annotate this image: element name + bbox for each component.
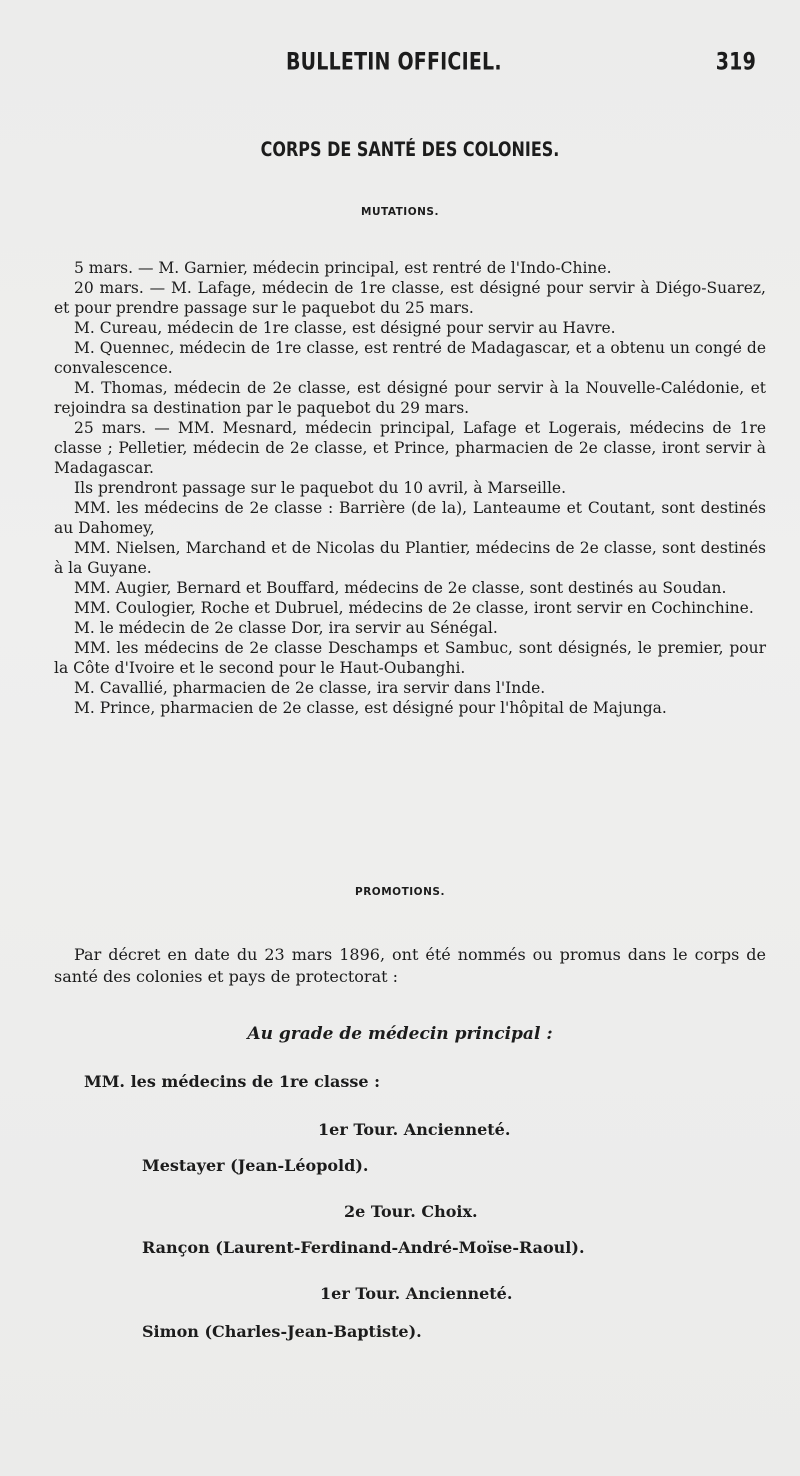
tour-label: 1er Tour. Ancienneté. bbox=[320, 1284, 513, 1303]
mutation-paragraph: MM. Coulogier, Roche et Dubruel, médecins de 2e classe, iront servir en Cochinchine. bbox=[74, 599, 754, 617]
running-header bbox=[0, 48, 800, 78]
group-label: MM. les médecins de 1re classe : bbox=[84, 1072, 381, 1091]
page-number: 319 bbox=[715, 48, 756, 76]
mutation-paragraph: 25 mars. — MM. Mesnard, médecin principal, Lafage et Logerais, médecins de 1re classe ; Pelletier, médecin de 2e classe, et Prince, pharmacien de 2e classe, iront servir à Madagascar. bbox=[54, 419, 766, 477]
bulletin-title: BULLETIN OFFICIEL. bbox=[286, 48, 502, 76]
promoted-name: Rançon (Laurent-Ferdinand-André-Moïse-Raoul). bbox=[142, 1238, 585, 1257]
mutation-paragraph: M. Prince, pharmacien de 2e classe, est désigné pour l'hôpital de Majunga. bbox=[74, 699, 667, 717]
mutation-paragraph: M. Thomas, médecin de 2e classe, est désigné pour servir à la Nouvelle-Calédonie, et rejoindra sa destination par le paquebot du 29 mars. bbox=[54, 379, 766, 417]
mutations-body bbox=[54, 258, 766, 718]
promoted-name: Mestayer (Jean-Léopold). bbox=[142, 1156, 369, 1175]
mutation-paragraph: 5 mars. — M. Garnier, médecin principal, est rentré de l'Indo-Chine. bbox=[74, 259, 612, 277]
promoted-name: Simon (Charles-Jean-Baptiste). bbox=[142, 1322, 422, 1341]
mutation-paragraph: MM. Nielsen, Marchand et de Nicolas du Plantier, médecins de 2e classe, sont destinés à la Guyane. bbox=[54, 539, 766, 577]
mutation-paragraph: Ils prendront passage sur le paquebot du 10 avril, à Marseille. bbox=[74, 479, 567, 497]
mutation-paragraph: MM. les médecins de 2e classe Deschamps et Sambuc, sont désignés, le premier, pour la Côte d'Ivoire et le second pour le Haut-Oubanghi. bbox=[54, 639, 766, 677]
mutation-paragraph: 20 mars. — M. Lafage, médecin de 1re classe, est désigné pour servir à Diégo-Suarez, et pour prendre passage sur le paquebot du 25 mars. bbox=[54, 279, 766, 317]
mutation-paragraph: MM. Augier, Bernard et Bouffard, médecins de 2e classe, sont destinés au Soudan. bbox=[74, 579, 727, 597]
promotions-intro: Par décret en date du 23 mars 1896, ont été nommés ou promus dans le corps de santé des colonies et pays de protectorat : bbox=[54, 945, 766, 986]
mutations-heading: MUTATIONS. bbox=[361, 206, 439, 218]
grade-heading: Au grade de médecin principal : bbox=[247, 1024, 553, 1044]
mutation-paragraph: M. Cureau, médecin de 1re classe, est désigné pour servir au Havre. bbox=[74, 319, 616, 337]
mutation-paragraph: M. Cavallié, pharmacien de 2e classe, ira servir dans l'Inde. bbox=[74, 679, 546, 697]
mutation-paragraph: M. le médecin de 2e classe Dor, ira servir au Sénégal. bbox=[74, 619, 498, 637]
section-title: CORPS DE SANTÉ DES COLONIES. bbox=[260, 138, 560, 161]
mutation-paragraph: MM. les médecins de 2e classe : Barrière (de la), Lanteaume et Coutant, sont destinés au Dahomey, bbox=[54, 499, 766, 537]
tour-label: 2e Tour. Choix. bbox=[344, 1202, 478, 1221]
mutation-paragraph: M. Quennec, médecin de 1re classe, est rentré de Madagascar, et a obtenu un congé de convalescence. bbox=[54, 339, 766, 377]
promotions-heading: PROMOTIONS. bbox=[355, 886, 445, 898]
promotions-intro-block bbox=[54, 944, 766, 988]
tour-label: 1er Tour. Ancienneté. bbox=[318, 1120, 511, 1139]
